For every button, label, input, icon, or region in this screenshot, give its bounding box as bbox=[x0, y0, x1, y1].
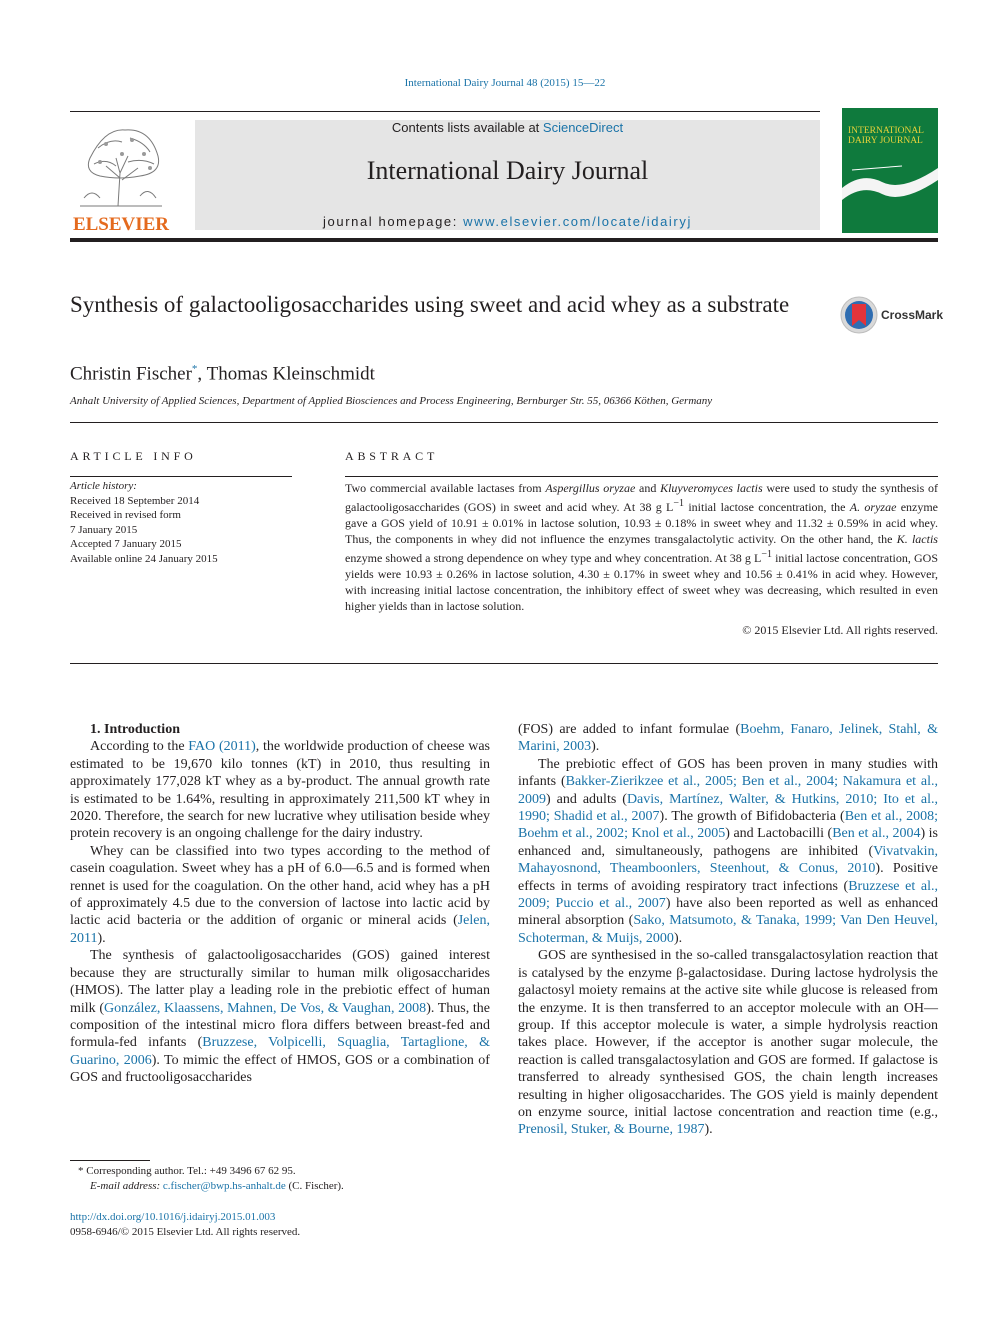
homepage-link[interactable]: www.elsevier.com/locate/idairyj bbox=[463, 214, 692, 229]
author-name: Christin Fischer bbox=[70, 363, 192, 385]
article-info-heading: ARTICLE INFO bbox=[70, 449, 197, 463]
abstract-heading: ABSTRACT bbox=[345, 449, 439, 463]
corresponding-author-mark[interactable]: * bbox=[191, 363, 198, 375]
footnote-rule bbox=[70, 1160, 150, 1161]
body-left-column bbox=[70, 721, 490, 1087]
paragraph: GOS are synthesised in the so-called transgalactosylation reaction that is catalysed by the enzyme β-galactosidase. During lactose hydrolysis the galactosyl moiety remains at the active site while glucose is released from the enzyme. It is then transferred to an acceptor molecule with an OH— group. If this acceptor molecule is water, a simple hydrolysis reaction takes place. However, if the acceptor is another sugar molecule, the reaction is called transgalactosylation and GOS are formed. If galactose is transferred to already synthesised GOS, the chain length increases resulting in higher oligosaccharides. The GOS yield is mainly dependent on enzyme source, initial lactose concentration and reaction time (e.g., Prenosil, Stuker, & Bourne, 1987). bbox=[518, 948, 938, 1138]
article-title: Synthesis of galactooligosaccharides using sweet and acid whey as a substrate bbox=[70, 292, 790, 317]
abstract-text: Two commercial available lactases from Aspergillus oryzae and Kluyveromyces lactis were used to study the synthesis of galactooligosaccharides (GOS) in sweet and acid whey. At 38 g $L^{-1}$ initial lactose concentration, the A. oryzae enzyme gave a GOS yield of 10.91 ± 0.01% in lactose solution, 10.93 ± 0.18% in sweet whey and 11.32 ± 0.59% in acid whey. Thus, the components in whey did not influence the enzymes transgalactolytic activity. On the other hand, the K. lactis enzyme showed a strong dependence on whey type and whey concentration. At 38 g $L^{-1}$ initial lactose concentration, GOS yields were 10.93 ± 0.26% in lactose solution, 4.30 ± 0.17% in sweet whey and 10.56 ± 0.41% in acid whey. However, with increasing initial lactose concentration, the inhibitory effect of sweet whey was decreasing, which resulted in even higher yields than in lactose solution. bbox=[345, 481, 939, 613]
citation-link[interactable]: Ben et al., 2004 bbox=[832, 826, 921, 842]
elsevier-tree-icon bbox=[70, 118, 172, 234]
citation-link[interactable]: Bruzzese et al., 2009; Puccio et al., 2007 bbox=[518, 878, 938, 912]
header-rule bbox=[70, 111, 820, 112]
citation-link[interactable]: González, Klaassens, Mahnen, De Vos, & Vaughan, 2008 bbox=[103, 1000, 427, 1016]
abstract-bottom-rule bbox=[70, 663, 938, 664]
paragraph: The prebiotic effect of GOS has been proven in many studies with infants (Bakker-Zierikzee et al., 2005; Ben et al., 2004; Nakamura et al., 2009) and adults (Davis, Martínez, Walter, & Hutkins, 2010; Ito et al., 1990; Shadid et al., 2007). The growth of Bifidobacteria (Ben et al., 2008; Boehm et al., 2002; Knol et al., 2005) and Lactobacilli (Ben et al., 2004) is enhanced and, simultaneously, pathogens are inhibited (Vivatvakin, Mahayosnond, Theamboonlers, Steenhout, & Conus, 2010). Positive effects in terms of avoiding respiratory tract infections (Bruzzese et al., 2009; Puccio et al., 2007) have also been reported as well as enhanced mineral absorption (Sako, Matsumoto, & Tanaka, 1999; Van Den Heuvel, Schoterman, & Muijs, 2000). bbox=[518, 756, 939, 946]
issn-line: 0958-6946/© 2015 Elsevier Ltd. All rights reserved. bbox=[70, 1226, 301, 1238]
citation-link[interactable]: Prenosil, Stuker, & Bourne, 1987 bbox=[518, 1122, 705, 1138]
paragraph: (FOS) are added to infant formulae (Boehm, Fanaro, Jelinek, Stahl, & Marini, 2003). bbox=[518, 722, 938, 755]
abstract-copyright: © 2015 Elsevier Ltd. All rights reserved. bbox=[742, 623, 938, 637]
citation-link[interactable]: Ben et al., 2008; Boehm et al., 2002; Knol et al., 2005 bbox=[518, 809, 938, 842]
elsevier-logo bbox=[70, 118, 172, 234]
author-name: Thomas Kleinschmidt bbox=[206, 363, 375, 385]
history-line: 7 January 2015 bbox=[70, 523, 138, 536]
crossmark-label: CrossMark bbox=[881, 308, 944, 322]
journal-banner bbox=[195, 120, 820, 230]
crossmark-icon bbox=[840, 296, 878, 334]
history-line: Received in revised form bbox=[70, 509, 181, 522]
section-heading: 1. Introduction bbox=[90, 722, 180, 737]
author-separator: , bbox=[197, 363, 207, 385]
homepage-prefix: journal homepage: bbox=[323, 214, 464, 229]
author-list bbox=[70, 363, 375, 385]
history-line: Available online 24 January 2015 bbox=[70, 552, 218, 565]
citation-link[interactable]: Jelen, 2011 bbox=[70, 913, 490, 946]
svg-text:ELSEVIER: ELSEVIER bbox=[72, 214, 170, 234]
journal-cover-image bbox=[842, 108, 938, 233]
homepage-line bbox=[195, 214, 820, 229]
corresponding-author-note: * Corresponding author. Tel.: +49 3496 67 62 95. bbox=[78, 1165, 296, 1177]
email-link[interactable]: c.fischer@bwp.hs-anhalt.de bbox=[162, 1180, 286, 1192]
article-info-rule bbox=[70, 476, 292, 477]
body-right-column bbox=[518, 721, 938, 1139]
paragraph: The synthesis of galactooligosaccharides (GOS) gained interest because they are structurally similar to human milk oligosaccharides (HMOS). The latter play a leading role in the prebiotic effect of human milk (González, Klaassens, Mahnen, De Vos, & Vaughan, 2008). Thus, the composition of the intestinal micro flora differs between breast-fed and formula-fed infants (Bruzzese, Volpicelli, Squaglia, Tartaglione, & Guarino, 2006). To mimic the effect of HMOS, GOS or a combination of GOS and fructooligosaccharides bbox=[70, 948, 490, 1086]
paragraph: According to the FAO (2011), the worldwide production of cheese was estimated to be 19,670 kilo tonnes (kT) in 2010, thus resulting in approximately 177,028 kT whey as a by-product. The annual growth rate is estimated to be 1.64%, resulting in approximately 211,500 kT whey in 2020. Therefore, the search for new lucrative whey utilisation beside whey protein recovery is an ongoing challenge for the dairy industry. bbox=[70, 739, 490, 842]
citation-link[interactable]: Bruzzese, Volpicelli, Squaglia, Tartaglione, & Guarino, 2006 bbox=[70, 1035, 490, 1068]
citation-link[interactable]: Bakker-Zierikzee et al., 2005; Ben et al., 2004; Nakamura et al., 2009 bbox=[518, 774, 939, 807]
abstract-rule bbox=[345, 476, 938, 477]
citation-link[interactable]: Vivatvakin, Mahayosnond, Theamboonlers, Steenhout, & Conus, 2010 bbox=[518, 843, 938, 877]
title-rule bbox=[70, 422, 938, 423]
history-line: Accepted 7 January 2015 bbox=[70, 538, 182, 551]
footnote bbox=[70, 1164, 490, 1194]
email-note: E-mail address: c.fischer@bwp.hs-anhalt.de (C. Fischer). bbox=[90, 1180, 344, 1192]
doi-link[interactable]: http://dx.doi.org/10.1016/j.idairyj.2015.01.003 bbox=[70, 1211, 276, 1223]
crossmark-badge[interactable] bbox=[840, 296, 944, 336]
doi-block bbox=[70, 1210, 300, 1240]
journal-title: International Dairy Journal bbox=[366, 156, 649, 185]
citation-link[interactable]: Davis, Martínez, Walter, & Hutkins, 2010; Ito et al., 1990; Shadid et al., 2007 bbox=[518, 791, 939, 825]
cover-title: INTERNATIONAL DAIRY JOURNAL bbox=[848, 126, 924, 146]
citation-link[interactable]: Boehm, Fanaro, Jelinek, Stahl, & Marini, 2003 bbox=[518, 722, 938, 755]
article-history bbox=[70, 479, 292, 567]
contents-prefix: Contents lists available at bbox=[391, 120, 543, 135]
cover-wave-icon bbox=[842, 108, 938, 233]
paragraph: Whey can be classified into two types according to the method of casein coagulation. Sweet whey has a pH of 6.0—6.5 and is formed when rennet is used for the coagulation. On the other hand, acid whey has a pH of approximately 4.5 due to the conversion of lactose into lactic acid by lactic acid bacteria or the addition of organic or mineral acids (Jelen, 2011). bbox=[70, 843, 490, 946]
affiliation: Anhalt University of Applied Sciences, Department of Applied Biosciences and Process Engineering, Bernburger Str. 55, 06366 Köthen, Germany bbox=[70, 395, 713, 407]
header-thick-rule bbox=[70, 238, 938, 242]
citation-link[interactable]: FAO (2011) bbox=[188, 739, 256, 755]
history-label: Article history: bbox=[70, 480, 137, 492]
journal-citation-link[interactable]: International Dairy Journal 48 (2015) 15—22 bbox=[404, 77, 606, 89]
history-line: Received 18 September 2014 bbox=[70, 494, 200, 507]
sciencedirect-link[interactable]: ScienceDirect bbox=[542, 120, 624, 135]
contents-line bbox=[195, 120, 820, 135]
citation-link[interactable]: Sako, Matsumoto, & Tanaka, 1999; Van Den Heuvel, Schoterman, & Muijs, 2000 bbox=[518, 913, 938, 946]
